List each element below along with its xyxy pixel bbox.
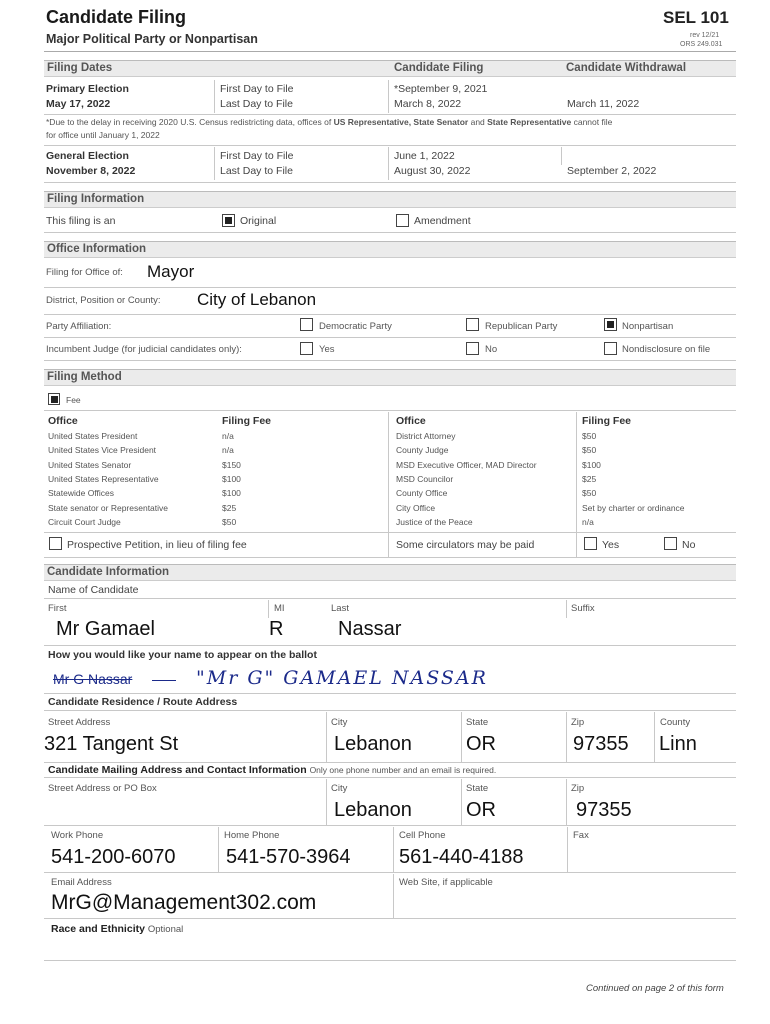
general-election-date: November 8, 2022	[46, 165, 136, 177]
primary-last-day-label: Last Day to File	[220, 98, 293, 110]
party-affiliation-label: Party Affiliation:	[46, 321, 112, 332]
suffix-label: Suffix	[571, 603, 595, 614]
filing-dates-band	[44, 60, 736, 77]
mail-zip-value[interactable]: 97355	[576, 799, 632, 821]
form-revision: rev 12/21	[690, 32, 720, 39]
filing-method-band	[44, 369, 736, 386]
mail-city-value[interactable]: Lebanon	[334, 799, 412, 821]
last-name-label: Last	[331, 603, 349, 614]
mail-state-value[interactable]: OR	[466, 799, 496, 821]
fee-office-right-3: MSD Councilor	[396, 473, 454, 484]
primary-last-day: March 8, 2022	[394, 98, 462, 110]
circulators-no-label: No	[682, 539, 696, 551]
incumbent-no-checkbox[interactable]	[466, 342, 479, 355]
race-ethnicity-label: Race and Ethnicity Optional	[51, 923, 184, 935]
city-value[interactable]: Lebanon	[334, 733, 412, 755]
general-withdraw-date: September 2, 2022	[567, 165, 657, 177]
form-title: Candidate Filing	[46, 7, 187, 27]
office-col-left: Office	[48, 415, 78, 427]
candidate-information-band	[44, 564, 736, 581]
fee-amount-left-6: $50	[222, 516, 237, 527]
this-filing-label: This filing is an	[46, 215, 116, 227]
fee-amount-right-6: n/a	[582, 516, 594, 527]
fee-checkbox[interactable]	[48, 393, 60, 405]
primary-withdraw-date: March 11, 2022	[567, 98, 640, 110]
mail-zip-label: Zip	[571, 783, 585, 794]
candidate-information-heading: Candidate Information	[47, 566, 170, 578]
circulators-yes-label: Yes	[602, 539, 620, 551]
email-value[interactable]: MrG@Management302.com	[51, 891, 317, 914]
democratic-label: Democratic Party	[319, 321, 392, 332]
fee-office-left-5: State senator or Representative	[48, 502, 169, 513]
filing-information-band	[44, 191, 736, 208]
email-label: Email Address	[51, 877, 112, 888]
fee-amount-right-3: $25	[582, 473, 597, 484]
office-information-band	[44, 241, 736, 258]
fee-office-left-1: United States Vice President	[48, 445, 157, 456]
zip-label: Zip	[571, 717, 585, 728]
filing-information-heading: Filing Information	[47, 193, 145, 205]
district-label: District, Position or County:	[46, 295, 161, 306]
ballot-name-label: How you would like your name to appear on the ballot	[48, 649, 317, 661]
fee-amount-right-0: $50	[582, 431, 597, 441]
redistricting-note: *Due to the delay in receiving 2020 U.S. Census redistricting data, offices of US Representative, State Senator and State Representative cannot file	[46, 117, 613, 127]
zip-value[interactable]: 97355	[573, 733, 629, 755]
redistricting-note-cont: for office until January 1, 2022	[46, 130, 160, 140]
home-phone-label: Home Phone	[224, 830, 280, 841]
form-subtitle: Major Political Party or Nonpartisan	[46, 32, 258, 46]
filing-method-heading: Filing Method	[47, 371, 122, 383]
democratic-checkbox[interactable]	[300, 318, 313, 331]
last-name-value[interactable]: Nassar	[338, 618, 402, 640]
work-phone-value[interactable]: 541-200-6070	[51, 846, 176, 868]
home-phone-value[interactable]: 541-570-3964	[226, 846, 351, 868]
state-value[interactable]: OR	[466, 733, 496, 755]
street-address-label: Street Address	[48, 717, 111, 728]
fee-office-left-3: United States Representative	[48, 473, 159, 484]
office-label: Filing for Office of:	[46, 267, 123, 278]
mailing-address-heading: Candidate Mailing Address and Contact Information Only one phone number and an email is required.	[48, 764, 497, 776]
first-name-value[interactable]: Mr Gamael	[56, 618, 155, 640]
residence-label: Candidate Residence / Route Address	[48, 696, 238, 708]
fee-amount-left-3: $100	[222, 473, 241, 484]
fee-col-right: Filing Fee	[582, 415, 632, 427]
fee-office-right-0: District Attorney	[396, 431, 456, 441]
website-label: Web Site, if applicable	[399, 877, 493, 888]
primary-first-day-label: First Day to File	[220, 83, 294, 95]
form-statute: ORS 249.031	[680, 41, 723, 48]
general-election-label: General Election	[46, 150, 129, 162]
fee-office-right-1: County Judge	[396, 445, 449, 456]
fee-office-right-4: County Office	[396, 488, 448, 499]
circulators-no-checkbox[interactable]	[664, 537, 677, 550]
office-information-heading: Office Information	[47, 243, 147, 255]
middle-initial-value[interactable]: R	[269, 618, 284, 640]
petition-checkbox[interactable]	[49, 537, 62, 550]
primary-election-label: Primary Election	[46, 83, 129, 95]
general-first-day-label: First Day to File	[220, 150, 294, 162]
republican-checkbox[interactable]	[466, 318, 479, 331]
mail-state-label: State	[466, 783, 489, 794]
fee-amount-left-5: $25	[222, 502, 237, 513]
nondisclosure-checkbox[interactable]	[604, 342, 617, 355]
general-last-day-label: Last Day to File	[220, 165, 293, 177]
po-box-label: Street Address or PO Box	[48, 783, 157, 794]
fee-amount-right-1: $50	[582, 445, 597, 456]
continued-note: Continued on page 2 of this form	[586, 983, 724, 994]
ballot-name-handwritten[interactable]: "Mr G" GAMAEL NASSAR	[196, 667, 488, 689]
county-value[interactable]: Linn	[659, 733, 697, 755]
general-first-day: June 1, 2022	[394, 150, 455, 162]
republican-label: Republican Party	[485, 321, 558, 332]
first-name-label: First	[48, 603, 67, 614]
incumbent-no-label: No	[485, 344, 498, 355]
candidate-filing-col: Candidate Filing	[394, 62, 484, 74]
street-value[interactable]: 321 Tangent St	[44, 733, 179, 755]
fee-col-left: Filing Fee	[222, 415, 272, 427]
incumbent-yes-label: Yes	[319, 344, 335, 355]
district-value[interactable]: City of Lebanon	[197, 290, 317, 309]
fee-office-left-6: Circuit Court Judge	[48, 516, 121, 527]
circulators-yes-checkbox[interactable]	[584, 537, 597, 550]
petition-label: Prospective Petition, in lieu of filing fee	[67, 539, 247, 551]
state-label: State	[466, 717, 489, 728]
fee-office-right-2: MSD Executive Officer, MAD Director	[396, 459, 537, 470]
circulators-label: Some circulators may be paid	[396, 539, 535, 551]
county-label: County	[660, 717, 691, 728]
middle-initial-label: MI	[274, 603, 285, 614]
filing-dates-heading: Filing Dates	[47, 62, 113, 74]
nonpartisan-checkbox[interactable]	[604, 318, 617, 331]
incumbent-yes-checkbox[interactable]	[300, 342, 313, 355]
nondisclosure-label: Nondisclosure on file	[622, 344, 711, 355]
amendment-checkbox[interactable]	[396, 214, 409, 227]
fee-amount-left-0: n/a	[222, 431, 234, 441]
fee-amount-left-2: $150	[222, 459, 241, 470]
fee-amount-right-4: $50	[582, 488, 597, 499]
city-label: City	[331, 717, 348, 728]
name-of-candidate-label: Name of Candidate	[48, 584, 139, 596]
fee-amount-right-2: $100	[582, 459, 601, 470]
fee-office-right-5: City Office	[396, 502, 436, 513]
fee-label: Fee	[66, 395, 81, 405]
nonpartisan-label: Nonpartisan	[622, 321, 674, 332]
incumbent-judge-label: Incumbent Judge (for judicial candidates only):	[46, 344, 242, 355]
office-col-right: Office	[396, 415, 426, 427]
fee-amount-right-5: Set by charter or ordinance	[582, 502, 685, 513]
mail-city-label: City	[331, 783, 348, 794]
cell-phone-value[interactable]: 561-440-4188	[399, 846, 524, 868]
cell-phone-label: Cell Phone	[399, 830, 446, 841]
fax-label: Fax	[573, 830, 589, 841]
office-value[interactable]: Mayor	[147, 262, 195, 281]
form-id: SEL 101	[663, 8, 729, 27]
original-checkbox[interactable]	[222, 214, 235, 227]
candidate-withdrawal-col: Candidate Withdrawal	[566, 62, 687, 74]
fee-office-right-6: Justice of the Peace	[396, 516, 473, 527]
ballot-name-struck: Mr G Nassar	[53, 671, 133, 687]
fee-office-left-2: United States Senator	[48, 459, 132, 470]
primary-first-day: *September 9, 2021	[394, 83, 488, 95]
original-label: Original	[240, 215, 277, 227]
work-phone-label: Work Phone	[51, 830, 104, 841]
fee-office-left-4: Statewide Offices	[48, 488, 114, 499]
primary-election-date: May 17, 2022	[46, 98, 111, 110]
fee-amount-left-4: $100	[222, 488, 241, 499]
general-last-day: August 30, 2022	[394, 165, 471, 177]
fee-amount-left-1: n/a	[222, 445, 234, 456]
fee-office-left-0: United States President	[48, 431, 138, 441]
amendment-label: Amendment	[414, 215, 471, 227]
